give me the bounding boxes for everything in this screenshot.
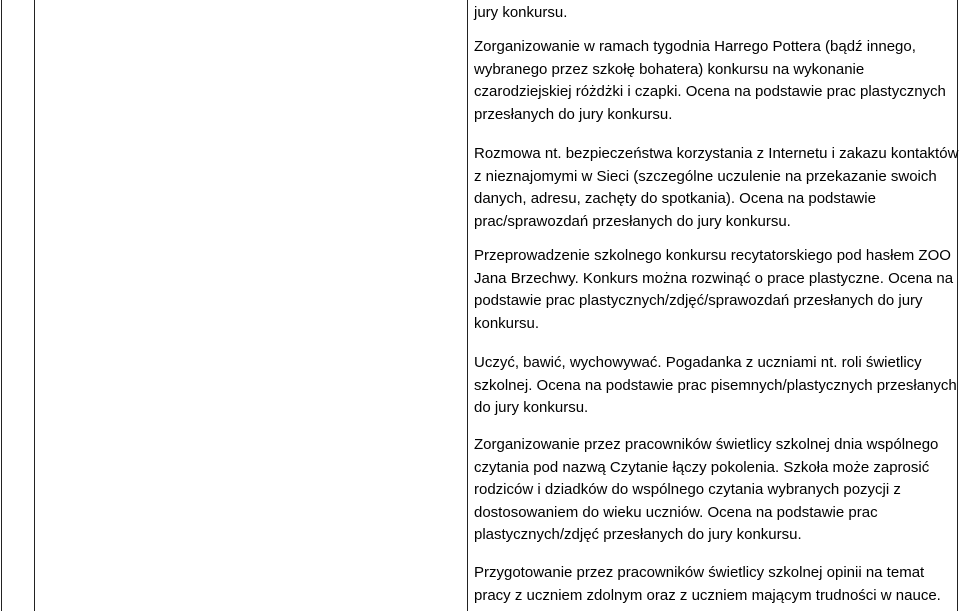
text-line: danych, adresu, zachęty do spotkania). Ocena na podstawie bbox=[474, 190, 876, 207]
text-line: szkolnej. Ocena na podstawie prac pisemnych/plastycznych przesłanych bbox=[474, 376, 957, 394]
text-line: czarodziejskiej różdżki i czapki. Ocena na podstawie prac plastycznych bbox=[474, 83, 946, 100]
text-line: rodziców i dziadków do wspólnego czytania wybranych pozycji z bbox=[474, 481, 901, 498]
paragraph-recitation-contest bbox=[474, 245, 953, 335]
text-line: przesłanych do jury konkursu. bbox=[474, 105, 673, 123]
text-line: prac/sprawozdań przesłanych do jury konkursu. bbox=[474, 212, 791, 230]
text-line: z nieznajomymi w Sieci (szczególne uczulenie na przekazanie swoich bbox=[474, 167, 937, 185]
table-border-right bbox=[957, 0, 958, 611]
text-line: plastycznych/zdjęć przesłanych do jury konkursu. bbox=[474, 526, 802, 543]
table-border-content-left bbox=[467, 0, 468, 611]
text-line: Rozmowa nt. bezpieczeństwa korzystania z Internetu i zakazu kontaktów bbox=[474, 145, 959, 162]
paragraph-teach-play-educate bbox=[474, 352, 957, 420]
paragraph-teacher-opinion bbox=[474, 562, 941, 607]
text-line: czytania pod nazwą Czytanie łączy pokolenia. Szkoła może zaprosić bbox=[474, 458, 930, 476]
paragraph-harry-potter-contest bbox=[474, 36, 946, 126]
text-line: jury konkursu. bbox=[474, 4, 568, 21]
text-line: podstawie prac plastycznych/zdjęć/sprawozdań przesłanych do jury bbox=[474, 292, 923, 309]
text-line: wybranego przez szkołę bohatera) konkursu na wykonanie bbox=[474, 60, 865, 78]
paragraph-jury-tail bbox=[474, 2, 567, 25]
text-line: Zorganizowanie przez pracowników świetlicy szkolnej dnia wspólnego bbox=[474, 436, 939, 453]
text-line: Przeprowadzenie szkolnego konkursu recytatorskiego pod hasłem ZOO bbox=[474, 247, 951, 264]
table-border-left-outer bbox=[1, 0, 2, 611]
text-line: konkursu. bbox=[474, 314, 540, 332]
text-line: pracy z uczniem zdolnym oraz z uczniem mającym trudności w nauce. bbox=[474, 586, 941, 604]
text-line: Przygotowanie przez pracowników świetlicy szkolnej opinii na temat bbox=[474, 564, 925, 581]
text-line: Jana Brzechwy. Konkurs można rozwinąć o prace plastyczne. Ocena na bbox=[474, 269, 954, 287]
text-line: Uczyć, bawić, wychowywać. Pogadanka z uczniami nt. roli świetlicy bbox=[474, 354, 922, 371]
text-line: do jury konkursu. bbox=[474, 399, 589, 416]
table-border-left-inner bbox=[34, 0, 35, 611]
text-line: Zorganizowanie w ramach tygodnia Harrego Pottera (bądź innego, bbox=[474, 38, 916, 55]
text-line: dostosowaniem do wieku uczniów. Ocena na podstawie prac bbox=[474, 503, 878, 521]
paragraph-internet-safety bbox=[474, 143, 958, 233]
paragraph-reading-day bbox=[474, 434, 938, 547]
